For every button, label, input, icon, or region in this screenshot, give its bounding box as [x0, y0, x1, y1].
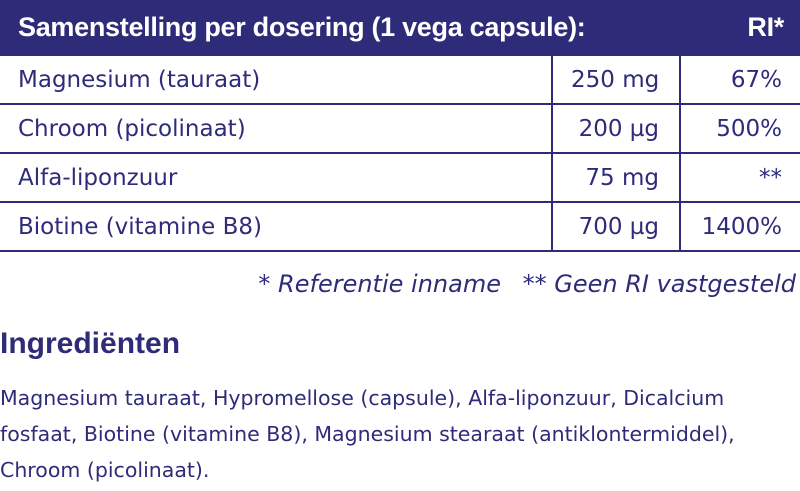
table-header-ri: RI*: [680, 0, 800, 55]
table-header-title: Samenstelling per dosering (1 vega capsule):: [0, 0, 680, 55]
table-row: [0, 153, 800, 202]
nutrient-amount: 700 µg: [552, 202, 680, 251]
nutrient-name: Biotine (vitamine B8): [0, 202, 552, 251]
footnote: [258, 270, 796, 298]
ingredients-text: Magnesium tauraat, Hypromellose (capsule), Alfa-liponzuur, Dicalcium fosfaat, Biotine (vitamine B8), Magnesium stearaat (antiklontermiddel), Chroom (picolinaat).: [0, 386, 735, 482]
nutrient-ri: 67%: [680, 55, 800, 104]
footnote-ri: * Referentie inname: [258, 270, 501, 298]
nutrient-ri: **: [680, 153, 800, 202]
nutrient-name: Alfa-liponzuur: [0, 153, 552, 202]
table-row: [0, 104, 800, 153]
table-header-row: [0, 0, 800, 55]
nutrient-amount: 250 mg: [552, 55, 680, 104]
nutrient-ri: 1400%: [680, 202, 800, 251]
nutrient-ri: 500%: [680, 104, 800, 153]
nutrient-name: Chroom (picolinaat): [0, 104, 552, 153]
nutrient-name: Magnesium (tauraat): [0, 55, 552, 104]
table-row: [0, 202, 800, 251]
nutrient-amount: 200 µg: [552, 104, 680, 153]
nutrient-amount: 75 mg: [552, 153, 680, 202]
footnote-no-ri: ** Geen RI vastgesteld: [522, 270, 796, 298]
table-row: [0, 55, 800, 104]
ingredients-title: Ingrediënten: [0, 327, 181, 360]
